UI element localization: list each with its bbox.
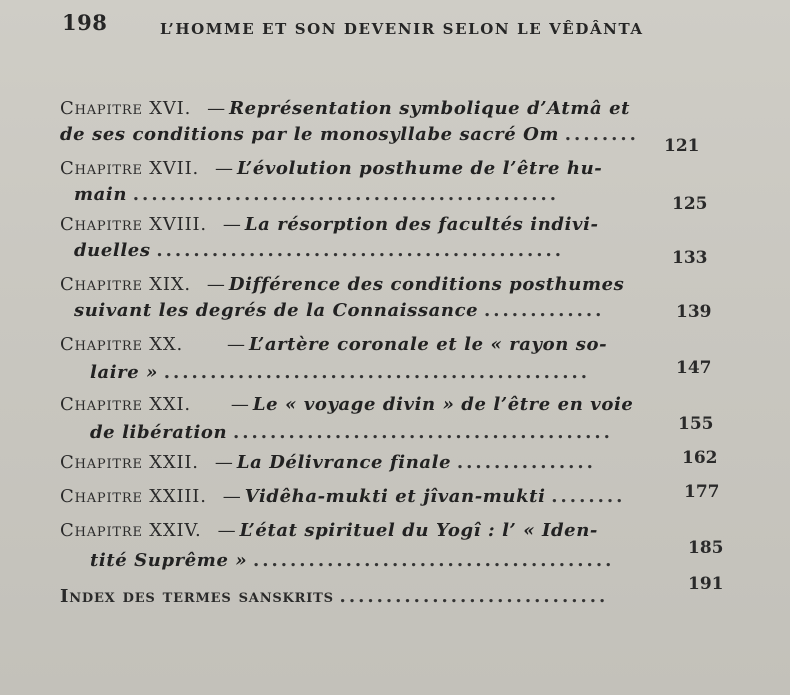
page-ref: 177 [684, 482, 720, 502]
leader-dots: ............. [483, 300, 605, 321]
chapter-title-continued: laire » [90, 362, 158, 383]
leader-dots: ......................................... [232, 422, 613, 443]
chapter-title-continued: de ses conditions par le monosyllabe sacré Om [60, 124, 560, 145]
leader-dots: .............................................. [132, 184, 560, 205]
page-number: 198 [62, 10, 108, 35]
page-ref: 121 [664, 136, 700, 156]
page-ref: 162 [682, 448, 718, 468]
index-label: Index des termes sanskrits [60, 586, 334, 607]
chapter-label: Chapitre XVI. [60, 98, 192, 119]
chapter-label: Chapitre XIX. [60, 274, 191, 295]
page-ref: 185 [688, 538, 724, 558]
chapter-title: L’artère coronale et le « rayon so- [249, 334, 608, 355]
leader-dots: ............................. [339, 586, 609, 607]
chapter-label: Chapitre XXIV. [60, 520, 202, 541]
chapter-label: Chapitre XXII. [60, 452, 199, 473]
chapter-title-continued: main [74, 184, 128, 205]
chapter-title-continued: de libération [90, 422, 228, 443]
leader-dots: ............... [456, 452, 596, 473]
chapter-title: La résorption des facultés indivi- [244, 214, 599, 235]
chapter-title: Différence des conditions posthumes [228, 274, 625, 295]
table-of-contents: Chapitre XVI. — Représentation symbolique d’Atmâ et de ses conditions par le monosyllabe sacré Om ........ 121 Chapitre XVII. — L’évolution posthume de l’être hu- main .............................................. 125 Chapitre XVIII. — La résorption des facultés indivi- duelles ............................................ 133 Chapitre XIX. — Différence des conditions posthumes suivant les degrés de la Connaissance ............. 139 Chapitre XX. — L’artère coronale et le « rayon so- laire » .............................................. 147 Chapitre XXI. — Le « voyage divin » de l’être en voie de libération ......................................... 155 Chapitre XXII. — La Délivrance finale ............... 162 Chapitre XXIII. — Vidêha-mukti et jîvan-mukti ........ 177 Chapitre XXIV. — L’état spirituel du Yogî : l’ « Iden- tité Suprême » ....................................... 185 Index des termes sanskrits ............................. 191 [60, 98, 724, 607]
chapter-title-continued: suivant les degrés de la Connaissance [74, 300, 479, 321]
chapter-title: L’évolution posthume de l’être hu- [237, 158, 603, 179]
chapter-label: Chapitre XVIII. [60, 214, 207, 235]
running-title: L’HOMME ET SON DEVENIR SELON LE VÊDÂNTA [160, 20, 644, 38]
chapter-title-continued: duelles [74, 240, 151, 261]
page-ref: 147 [676, 358, 712, 378]
leader-dots: ....................................... [252, 550, 615, 571]
chapter-label: Chapitre XVII. [60, 158, 200, 179]
page-ref: 155 [678, 414, 714, 434]
page-ref: 139 [676, 302, 712, 322]
chapter-title-continued: tité Suprême » [90, 550, 248, 571]
chapter-title: Vidêha-mukti et jîvan-mukti [244, 486, 546, 507]
chapter-title: La Délivrance finale [236, 452, 452, 473]
chapter-label: Chapitre XXI. [60, 394, 191, 415]
chapter-title: Le « voyage divin » de l’être en voie [252, 394, 634, 415]
leader-dots: ........ [564, 124, 639, 145]
page-ref: 191 [688, 574, 724, 594]
page-ref: 133 [672, 248, 708, 268]
chapter-title: Représentation symbolique d’Atmâ et [229, 98, 631, 119]
leader-dots: ............................................ [156, 240, 565, 261]
leader-dots: ........ [551, 486, 626, 507]
chapter-label: Chapitre XX. [60, 334, 184, 355]
page-ref: 125 [672, 194, 708, 214]
leader-dots: .............................................. [163, 362, 590, 383]
chapter-title: L’état spirituel du Yogî : l’ « Iden- [239, 520, 598, 541]
chapter-label: Chapitre XXIII. [60, 486, 207, 507]
